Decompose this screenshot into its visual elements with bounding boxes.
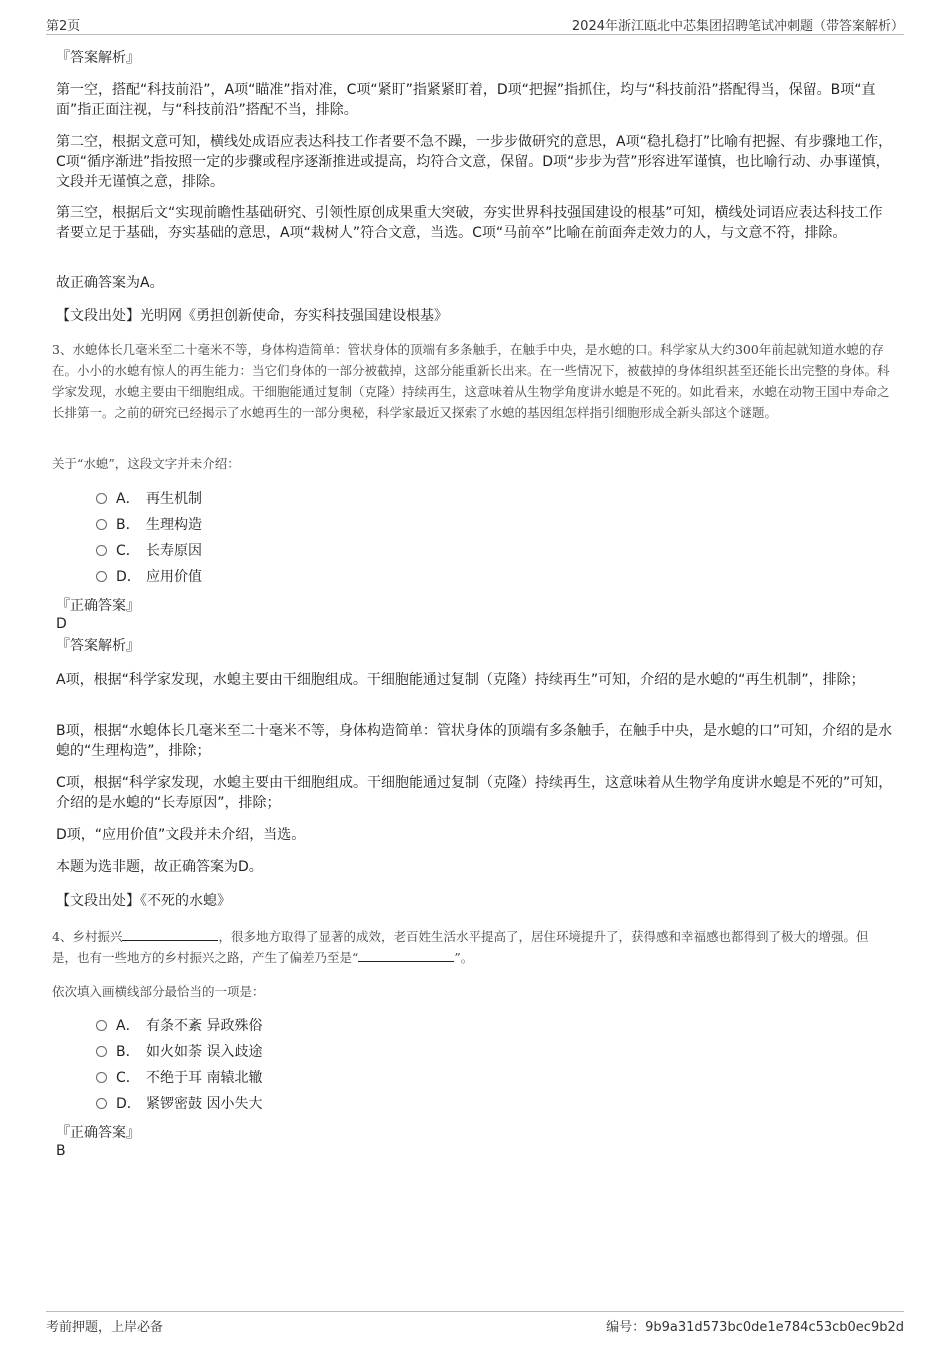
option-text: 不绝于耳 南辕北辙 bbox=[146, 1070, 263, 1086]
footer-slogan: 考前押题，上岸必备 bbox=[46, 1320, 164, 1335]
q2-analysis-para-2: 第二空，根据文意可知，横线处成语应表达科技工作者要不急不躁，一步步做研究的意思，A项“稳扎稳打”比喻有把握、有步骤地工作，C项“循序渐进”指按照一定的步骤或程序逐渐推进或提高，均符合文意，保留。D项“步步为营”形容进军谨慎，也比喻行动、办事谨慎，文段并无谨慎之意，排除。 bbox=[56, 134, 893, 190]
fill-blank-1 bbox=[122, 928, 218, 941]
option-text: 长寿原因 bbox=[146, 543, 202, 559]
option-text: 紧锣密鼓 因小失大 bbox=[146, 1096, 263, 1112]
option-text: 有条不紊 异政殊俗 bbox=[146, 1018, 263, 1034]
q2-source: 【文段出处】光明网《勇担创新使命，夯实科技强国建设根基》 bbox=[56, 308, 448, 324]
option-letter: D． bbox=[116, 1096, 141, 1112]
option-letter: B． bbox=[116, 1044, 140, 1060]
q4-answer: B bbox=[56, 1143, 66, 1159]
option-text: 再生机制 bbox=[146, 491, 202, 507]
option-text: 如火如荼 误入歧途 bbox=[146, 1044, 263, 1060]
q4-answer-heading: 『正确答案』 bbox=[56, 1125, 140, 1141]
page-number: 第2页 bbox=[46, 19, 81, 34]
q3-analysis-d: D项，“应用价值”文段并未介绍，当选。 bbox=[56, 827, 306, 843]
q4-stem-part-3: ”。 bbox=[454, 950, 474, 965]
q4-option-d[interactable] bbox=[96, 1094, 262, 1114]
q2-analysis-para-3: 第三空，根据后文“实现前瞻性基础研究、引领性原创成果重大突破，夯实世界科技强国建设的根基”可知，横线处词语应表达科技工作者要立足于基础，夯实基础的意思，A项“栽树人”符合文意，当选。C项“马前卒”比喻在前面奔走效力的人，与文意不符，排除。 bbox=[56, 205, 883, 241]
q4-option-b[interactable] bbox=[96, 1042, 262, 1062]
radio-icon[interactable] bbox=[96, 1098, 107, 1109]
q2-analysis-para-1: 第一空，搭配“科技前沿”，A项“瞄准”指对准，C项“紧盯”指紧紧盯着，D项“把握”指抓住，均与“科技前沿”搭配得当，保留。B项“直面”指正面注视，与“科技前沿”搭配不当，排除。 bbox=[56, 82, 876, 118]
q4-question: 依次填入画横线部分最恰当的一项是： bbox=[52, 984, 265, 999]
option-text: 生理构造 bbox=[146, 517, 202, 533]
q3-source: 【文段出处】《不死的水螅》 bbox=[56, 893, 231, 909]
option-letter: D． bbox=[116, 569, 141, 585]
option-letter: B． bbox=[116, 517, 140, 533]
q4-stem-part-1: 4、乡村振兴 bbox=[52, 929, 123, 944]
radio-icon[interactable] bbox=[96, 1072, 107, 1083]
q3-answer: D bbox=[56, 616, 67, 632]
radio-icon[interactable] bbox=[96, 1046, 107, 1057]
q4-stem bbox=[52, 926, 890, 968]
option-letter: A． bbox=[116, 1018, 140, 1034]
option-text: 应用价值 bbox=[146, 569, 202, 585]
q4-stem-part-2: ，很多地方取得了显著的成效，老百姓生活水平提高了，居住环境提升了，获得感和幸福感也都得到了极大的增强。但是，也有一些地方的乡村振兴之路，产生了偏差乃至是“ bbox=[52, 929, 869, 965]
q2-conclusion: 故正确答案为A。 bbox=[56, 275, 164, 291]
q3-conclusion: 本题为选非题，故正确答案为D。 bbox=[56, 859, 263, 875]
q3-option-b[interactable] bbox=[96, 515, 202, 535]
q3-answer-heading: 『正确答案』 bbox=[56, 598, 140, 614]
q3-question: 关于“水螅”，这段文字并未介绍： bbox=[52, 456, 240, 471]
q2-analysis-heading: 『答案解析』 bbox=[56, 50, 140, 66]
q3-option-a[interactable] bbox=[96, 489, 202, 509]
footer-serial: 编号：9b9a31d573bc0de1e784c53cb0ec9b2d bbox=[606, 1320, 904, 1335]
option-letter: A． bbox=[116, 491, 140, 507]
q3-option-d[interactable] bbox=[96, 567, 202, 587]
radio-icon[interactable] bbox=[96, 545, 107, 556]
q3-stem: 3、水螅体长几毫米至二十毫米不等，身体构造简单：管状身体的顶端有多条触手，在触手中央，是水螅的口。科学家从大约300年前起就知道水螅的存在。小小的水螅有惊人的再生能力：当它们身体的一部分被截掉，这部分能重新长出来。在一些情况下，被截掉的身体组织甚至还能长出完整的身体。科学家发现，水螅主要由干细胞组成。干细胞能通过复制（克隆）持续再生，这意味着从生物学角度讲水螅是不死的。如此看来，水螅在动物王国中寿命之长排第一。之前的研究已经揭示了水螅再生的一部分奥秘，科学家最近又探索了水螅的基因组怎样指引细胞形成全新头部这个谜题。 bbox=[52, 342, 890, 420]
q3-analysis-heading: 『答案解析』 bbox=[56, 638, 140, 654]
page-footer bbox=[46, 1311, 904, 1336]
fill-blank-2 bbox=[358, 949, 454, 962]
q4-option-c[interactable] bbox=[96, 1068, 262, 1088]
q3-analysis-c: C项，根据“科学家发现，水螅主要由干细胞组成。干细胞能通过复制（克隆）持续再生，这意味着从生物学角度讲水螅是不死的”可知，介绍的是水螅的“长寿原因”，排除； bbox=[56, 775, 893, 811]
q3-analysis-a: A项，根据“科学家发现，水螅主要由干细胞组成。干细胞能通过复制（克隆）持续再生”可知，介绍的是水螅的“再生机制”，排除； bbox=[56, 672, 865, 688]
q3-analysis-b: B项，根据“水螅体长几毫米至二十毫米不等，身体构造简单：管状身体的顶端有多条触手，在触手中央，是水螅的口”可知，介绍的是水螅的“生理构造”，排除； bbox=[56, 723, 893, 759]
radio-icon[interactable] bbox=[96, 519, 107, 530]
q4-option-a[interactable] bbox=[96, 1016, 262, 1036]
radio-icon[interactable] bbox=[96, 571, 107, 582]
document-title: 2024年浙江瓯北中芯集团招聘笔试冲刺题（带答案解析） bbox=[571, 19, 904, 34]
radio-icon[interactable] bbox=[96, 1020, 107, 1031]
page-header bbox=[46, 14, 904, 35]
option-letter: C． bbox=[116, 543, 140, 559]
radio-icon[interactable] bbox=[96, 493, 107, 504]
option-letter: C． bbox=[116, 1070, 140, 1086]
q3-option-c[interactable] bbox=[96, 541, 202, 561]
